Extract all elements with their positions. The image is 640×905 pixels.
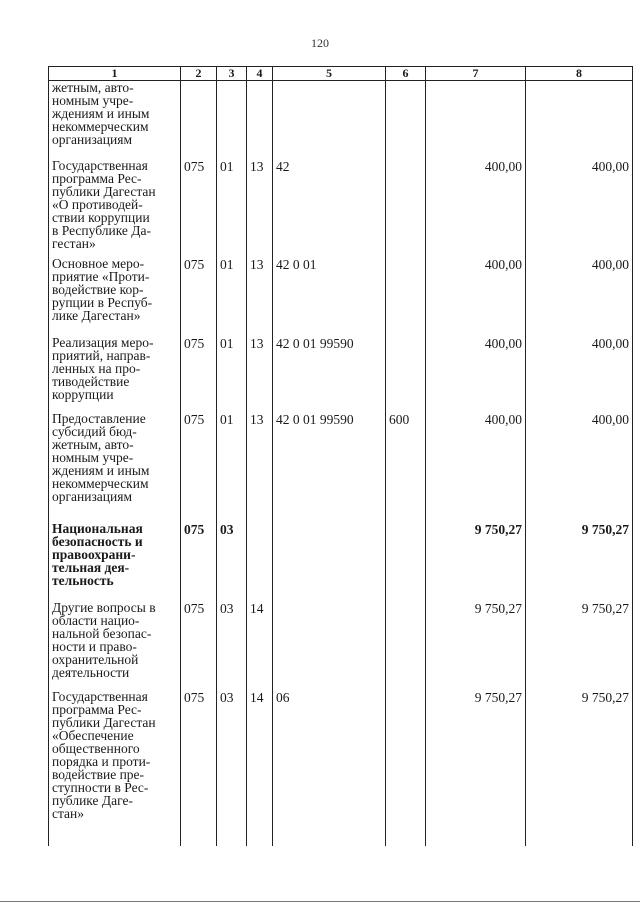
cell-code-rz: 03 xyxy=(217,520,247,599)
cell-code-csr: 06 xyxy=(273,688,386,847)
cell-code-vr xyxy=(386,520,426,599)
cell-code-pr xyxy=(247,520,273,599)
cell-code-pr: 14 xyxy=(247,599,273,688)
table-body xyxy=(49,81,633,847)
row-name-cell: Государственная программа Рес- публики Дагестан «Обеспечение общественного порядка и проти- водействие пре- ступности в Рес- публике Даге- стан» xyxy=(49,688,181,847)
cell-amount-col8: 400,00 xyxy=(526,334,633,410)
cell-code-rz: 01 xyxy=(217,255,247,334)
cell-code-vr xyxy=(386,599,426,688)
cell-code-rz xyxy=(217,81,247,157)
table-row xyxy=(49,255,633,334)
cell-code-gr: 075 xyxy=(181,334,217,410)
cell-code-gr: 075 xyxy=(181,688,217,847)
cell-code-gr: 075 xyxy=(181,157,217,255)
cell-code-vr xyxy=(386,688,426,847)
row-name-cell: Другие вопросы в области нацио- нальной безопас- ности и право- охранительной деятельности xyxy=(49,599,181,688)
cell-amount-col7 xyxy=(426,81,526,157)
row-name-cell: Государственная программа Рес- публики Дагестан «О противодей- ствии коррупции в Республике Да- гестан» xyxy=(49,157,181,255)
cell-code-vr xyxy=(386,81,426,157)
cell-amount-col8: 9 750,27 xyxy=(526,599,633,688)
column-header: 7 xyxy=(426,67,526,81)
column-header: 3 xyxy=(217,67,247,81)
header-row xyxy=(49,67,633,81)
table-row xyxy=(49,81,633,157)
cell-code-rz: 01 xyxy=(217,157,247,255)
cell-code-csr: 42 0 01 99590 xyxy=(273,410,386,520)
cell-code-rz: 03 xyxy=(217,599,247,688)
column-header: 1 xyxy=(49,67,181,81)
budget-table xyxy=(48,66,633,846)
cell-code-rz: 01 xyxy=(217,410,247,520)
cell-amount-col8: 9 750,27 xyxy=(526,520,633,599)
column-header: 2 xyxy=(181,67,217,81)
column-header: 4 xyxy=(247,67,273,81)
cell-amount-col8: 9 750,27 xyxy=(526,688,633,847)
cell-code-gr: 075 xyxy=(181,599,217,688)
table-row xyxy=(49,334,633,410)
table-row xyxy=(49,520,633,599)
row-name-cell: Предоставление субсидий бюд- жетным, авто- номным учре- ждениям и иным некоммерческим организациям xyxy=(49,410,181,520)
cell-code-csr xyxy=(273,599,386,688)
row-name-cell: Национальная безопасность и правоохрани- тельная дея- тельность xyxy=(49,520,181,599)
table-row xyxy=(49,688,633,847)
cell-amount-col7: 400,00 xyxy=(426,255,526,334)
cell-code-vr xyxy=(386,157,426,255)
cell-code-csr: 42 0 01 xyxy=(273,255,386,334)
cell-code-gr: 075 xyxy=(181,255,217,334)
cell-amount-col8: 400,00 xyxy=(526,410,633,520)
table-row xyxy=(49,599,633,688)
cell-amount-col7: 9 750,27 xyxy=(426,599,526,688)
cell-amount-col8: 400,00 xyxy=(526,255,633,334)
cell-code-pr: 13 xyxy=(247,334,273,410)
cell-amount-col8: 400,00 xyxy=(526,157,633,255)
row-name-cell: Реализация меро- приятий, направ- ленных на про- тиводействие коррупции xyxy=(49,334,181,410)
cell-code-csr: 42 xyxy=(273,157,386,255)
cell-code-rz: 03 xyxy=(217,688,247,847)
cell-amount-col7: 400,00 xyxy=(426,157,526,255)
cell-code-csr xyxy=(273,520,386,599)
table-row xyxy=(49,410,633,520)
cell-amount-col7: 9 750,27 xyxy=(426,688,526,847)
row-name-cell: жетным, авто- номным учре- ждениям и иным некоммерческим организациям xyxy=(49,81,181,157)
cell-amount-col7: 400,00 xyxy=(426,410,526,520)
cell-code-vr xyxy=(386,334,426,410)
cell-code-pr: 14 xyxy=(247,688,273,847)
column-header: 5 xyxy=(273,67,386,81)
cell-code-pr xyxy=(247,81,273,157)
cell-code-rz: 01 xyxy=(217,334,247,410)
cell-code-csr: 42 0 01 99590 xyxy=(273,334,386,410)
table-row xyxy=(49,157,633,255)
cell-amount-col7: 9 750,27 xyxy=(426,520,526,599)
cell-code-vr xyxy=(386,255,426,334)
column-header: 8 xyxy=(526,67,633,81)
column-header: 6 xyxy=(386,67,426,81)
cell-code-gr: 075 xyxy=(181,520,217,599)
cell-code-vr: 600 xyxy=(386,410,426,520)
cell-code-pr: 13 xyxy=(247,255,273,334)
cell-amount-col7: 400,00 xyxy=(426,334,526,410)
cell-amount-col8 xyxy=(526,81,633,157)
row-name-cell: Основное меро- приятие «Проти- водействие кор- рупции в Респуб- лике Дагестан» xyxy=(49,255,181,334)
cell-code-gr: 075 xyxy=(181,410,217,520)
cell-code-pr: 13 xyxy=(247,157,273,255)
page-number: 120 xyxy=(311,36,329,50)
page-edge xyxy=(0,901,640,902)
cell-code-pr: 13 xyxy=(247,410,273,520)
cell-code-csr xyxy=(273,81,386,157)
cell-code-gr xyxy=(181,81,217,157)
